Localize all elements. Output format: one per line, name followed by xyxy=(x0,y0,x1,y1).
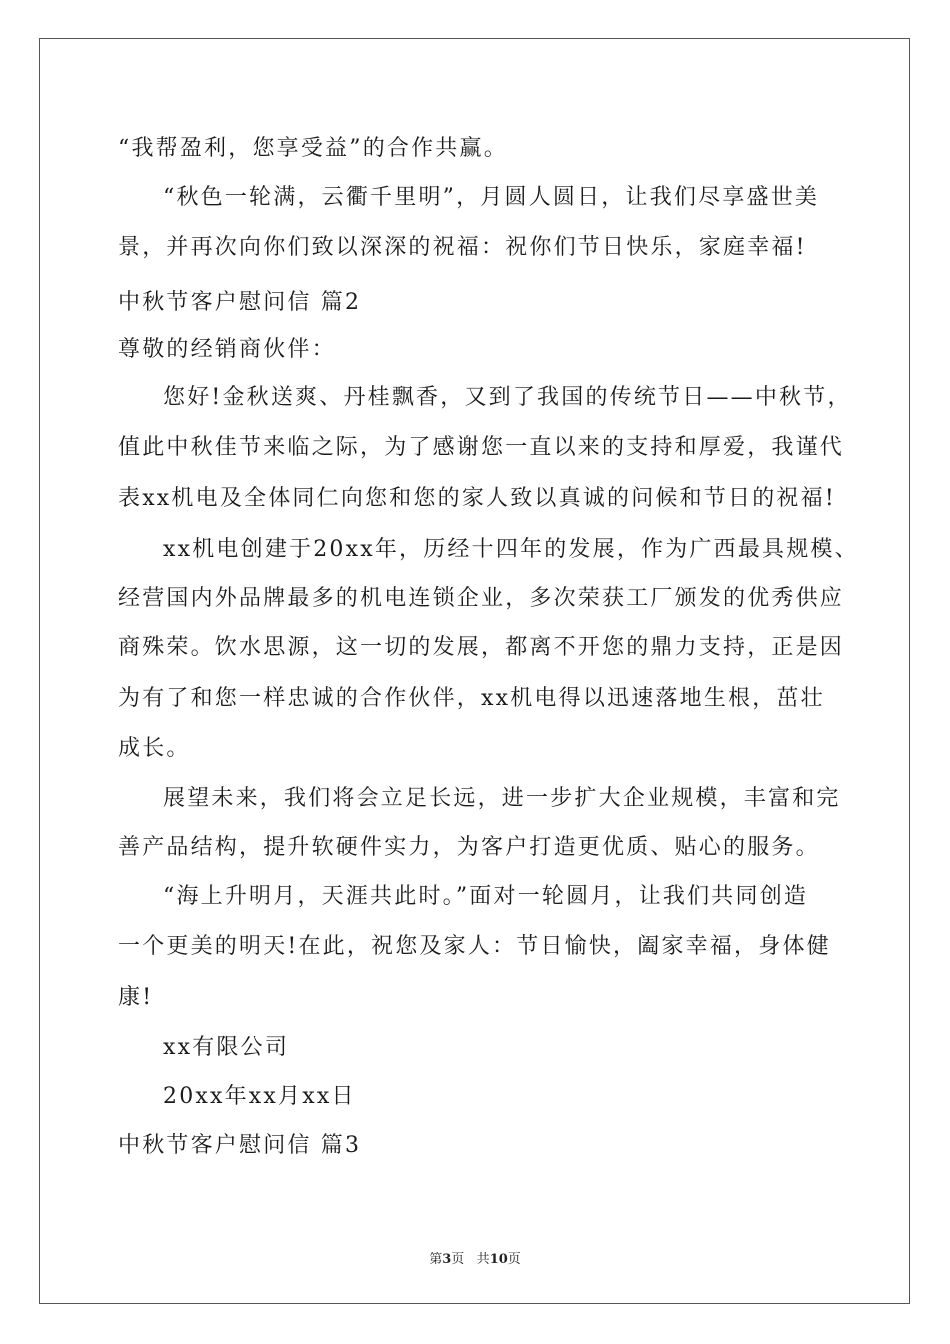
paragraph-line: 为有了和您一样忠诚的合作伙伴，xx机电得以迅速落地生根，茁壮 xyxy=(118,686,825,711)
page-suffix: 页 xyxy=(451,1252,465,1267)
signature-company: xx有限公司 xyxy=(163,1035,290,1060)
total-suffix: 页 xyxy=(507,1252,521,1267)
total-prefix: 共 xyxy=(476,1252,490,1267)
signature-date: 20xx年xx月xx日 xyxy=(163,1084,356,1109)
paragraph-line: 一个更美的明天!在此，祝您及家人：节日愉快，阖家幸福，身体健 xyxy=(118,934,831,959)
paragraph-line: 成长。 xyxy=(118,736,191,761)
paragraph-line: 您好!金秋送爽、丹桂飘香，又到了我国的传统节日——中秋节， xyxy=(163,385,852,410)
paragraph-line: 表xx机电及全体同仁向您和您的家人致以真诚的问候和节日的祝福! xyxy=(118,486,836,511)
paragraph-line: 康! xyxy=(118,985,154,1010)
page-border xyxy=(39,38,910,1304)
paragraph-line: xx机电创建于20xx年，历经十四年的发展，作为广西最具规模、 xyxy=(163,537,859,562)
page-total: 10 xyxy=(489,1252,508,1267)
paragraph-line: 展望未来，我们将会立足长远，进一步扩大企业规模，丰富和完 xyxy=(163,786,841,811)
salutation: 尊敬的经销商伙伴： xyxy=(118,337,336,362)
paragraph-line: 善产品结构，提升软硬件实力，为客户打造更优质、贴心的服务。 xyxy=(118,835,820,860)
paragraph-line: 值此中秋佳节来临之际，为了感谢您一直以来的支持和厚爱，我谨代 xyxy=(118,435,845,460)
paragraph-line: 经营国内外品牌最多的机电连锁企业，多次荣获工厂颁发的优秀供应 xyxy=(118,586,845,611)
page-prefix: 第 xyxy=(429,1252,443,1267)
page-current: 3 xyxy=(442,1252,452,1267)
page-footer xyxy=(0,1248,950,1267)
paragraph-line: “秋色一轮满，云衢千里明”，月圆人圆日，让我们尽享盛世美 xyxy=(163,185,820,210)
section-heading: 中秋节客户慰问信 篇3 xyxy=(118,1133,362,1158)
section-heading: 中秋节客户慰问信 篇2 xyxy=(118,290,362,315)
paragraph-line: “海上升明月，天涯共此时。”面对一轮圆月，让我们共同创造 xyxy=(163,884,809,909)
paragraph-line: 商殊荣。饮水思源，这一切的发展，都离不开您的鼎力支持，正是因 xyxy=(118,635,845,660)
paragraph-line: 景，并再次向你们致以深深的祝福：祝你们节日快乐，家庭幸福! xyxy=(118,235,807,260)
paragraph-line: “我帮盈利，您享受益”的合作共赢。 xyxy=(118,136,508,161)
